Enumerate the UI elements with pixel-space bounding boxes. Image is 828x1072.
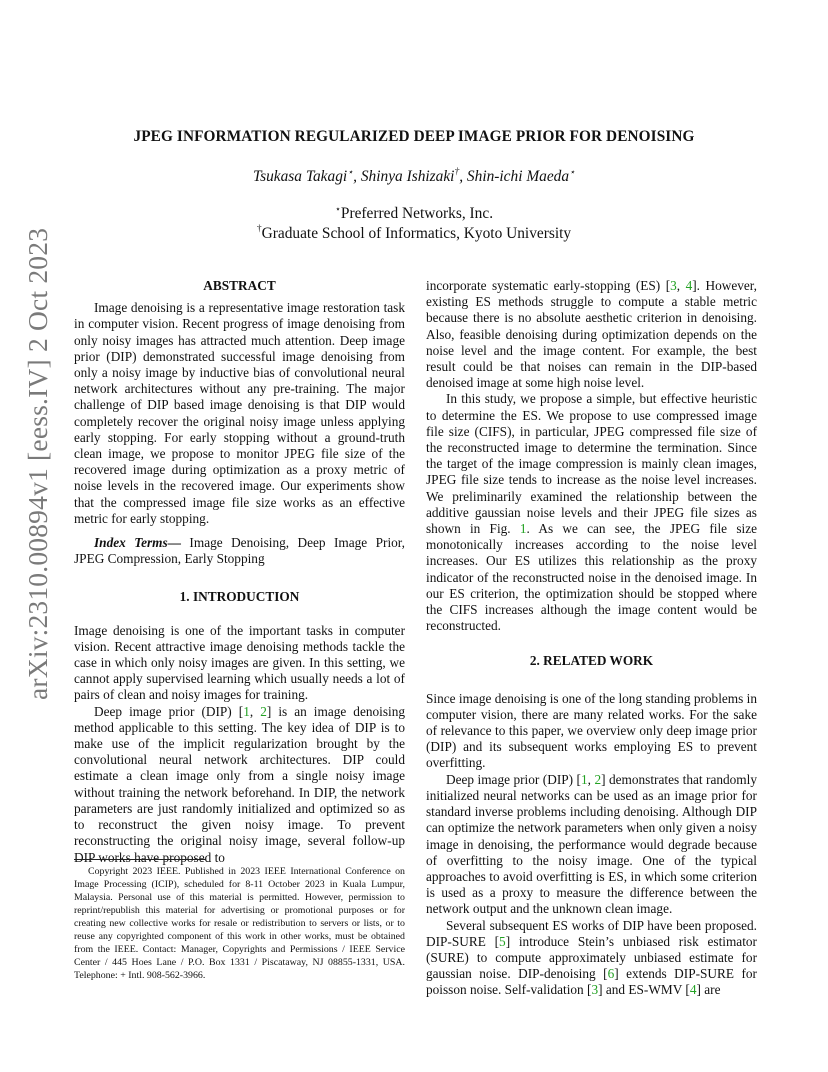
paragraph-text: , [676,278,686,293]
paragraph-text: , [587,771,595,787]
author-name: Tsukasa Takagi [252,168,348,185]
right-column [426,278,757,999]
citation-link[interactable]: 4 [689,982,697,998]
index-terms-list: Image Denoising, Deep Image Prior, JPEG Compression, Early Stopping [74,535,406,567]
paragraph-text: ]. However, existing ES methods struggle to compute a stable metric because there is no absolute aesthetic criterion in denoising. Also, feasible denoising during optimization depends on the noise level and the image content. For example, the best result could be that noises can remain in the DIP-based denoised image at some high noise level. [426,278,757,391]
paragraph-text: , [249,703,261,719]
footnote-rule [74,859,206,860]
citation-link[interactable]: 4 [685,278,693,293]
author-list [74,168,754,186]
paragraph-text: Deep image prior (DIP) [ [446,771,581,787]
figure-link[interactable]: 1 [519,521,527,537]
related-work-heading: 2. RELATED WORK [529,653,654,669]
paragraph-text: ] demonstrates that randomly initialized neural networks can be used as an image prior for standard inverse problems including denoising. Although DIP can optimize the network parameters when only given a noisy image in denoising, the performance would degrade because of overfitting to the noisy image. One of the typical approaches to avoid overfitting is ES, in which some criterion is used as a proxy to measure the difference between the network output and the unknown clean image. [426,771,757,917]
index-terms [74,535,405,567]
paragraph-text: ] extends DIP-SURE for poisson noise. Self-validation [ [426,966,757,998]
introduction-paragraph-2 [74,704,405,866]
paragraph-text: ] introduce Stein’s unbiased risk estimator (SURE) to compute approximately unbiased estimate for gaussian noise. DIP-denoising [ [426,933,757,982]
paragraph-text: ] are [696,982,721,998]
related-work-paragraph-2 [426,772,757,918]
paragraph-text: incorporate systematic early-stopping (ES) [ [426,278,671,293]
paragraph-text: In this study, we propose a simple, but effective heuristic to determine the ES. We propose to use compressed image file size (CIFS), in particular, JPEG compressed file size of the reconstructed image to determine the termination. Since the target of the image compression is mainly clean images, JPEG file size tends to increase as the noise level increases. We preliminarily examined the relationship between the additive gaussian noise levels and their JPEG file sizes as shown in Fig. [426,391,757,537]
paragraph-text: Several subsequent ES works of DIP have been proposed. DIP-SURE [ [426,917,757,949]
author-name: Shinya Ishizaki [360,168,455,185]
left-column [74,278,405,866]
citation-link[interactable]: 3 [670,278,677,293]
affiliation-mark: ⋆ [347,168,354,178]
arxiv-identifier: arXiv:2310.00894v1 [eess.IV] 2 Oct 2023 [22,227,53,700]
affiliation-mark: ⋆ [569,168,576,178]
abstract-heading: ABSTRACT [203,278,276,293]
index-terms-label: Index Terms— [94,535,181,551]
paper-title: JPEG INFORMATION REGULARIZED DEEP IMAGE PRIOR FOR DENOISING [133,128,695,145]
paragraph-text: ] and ES-WMV [ [598,982,690,998]
affiliation-mark: † [454,167,460,177]
arxiv-sidebar [14,227,62,700]
affiliation-preferred-networks [74,205,754,223]
introduction-paragraph-4 [426,391,757,634]
related-work-paragraph-3 [426,918,757,999]
affiliation-mark: † [256,224,262,234]
author-separator: , [353,168,361,185]
citation-link[interactable]: 2 [260,703,267,719]
paragraph-text: ] is an image denoising method applicable to this setting. The key idea of DIP is to make use of the implicit regularization brought by the convolutional neural network architectures. DIP could estimate a clean image only from a single noisy image without training the network beforehand. In DIP, the network parameters are just randomly initialized and optimized so as to reconstruct the given noisy image. To prevent reconstructing the original noisy image, several follow-up DIP works have proposed to [74,703,406,865]
citation-link[interactable]: 2 [594,771,602,787]
citation-link[interactable]: 6 [607,966,615,982]
paragraph-text: Deep image prior (DIP) [ [94,703,244,719]
paragraph-text: . As we can see, the JPEG file size monotonically increases according to the noise level increases. Our ES utilizes this relationship as the proxy indicator of the reconstructed noise in the denoised image. In our ES criterion, the optimization should be stopped where the CIFS increases although the image content would be reconstructed. [426,521,757,634]
affiliation-mark: ⋆ [334,205,341,215]
introduction-paragraph-3 [426,278,757,391]
abstract-text: Image denoising is a representative image restoration task in computer vision. Recent progress of image denoising from only noisy images has attracted much attention. Deep image prior (DIP) demonstrated successful image denoising from only a noisy image by inductive bias of convolutional neural network architectures without any pre-training. The major challenge of DIP based image denoising is that DIP would completely recover the original noisy image unless applying early stopping. For early stopping without a ground-truth clean image, we propose to monitor JPEG file size of the recovered image during optimization as a proxy metric of noise levels in the recovered image. Our experiments show that the compressed image file size works as an effective metric for early stopping. [74,300,405,526]
related-work-paragraph-1: Since image denoising is one of the long standing problems in computer vision, there are many related works. For the sake of relevance to this paper, we overview only deep image prior (DIP) and its subsequent works employing ES to prevent overfitting. [426,690,757,771]
affiliation-name: Preferred Networks, Inc. [340,205,494,222]
affiliation-name: Graduate School of Informatics, Kyoto University [261,225,572,242]
introduction-paragraph-1: Image denoising is one of the important tasks in computer vision. Recent attractive image denoising methods tackle the case in which only noisy images are given. In this setting, we cannot apply supervised learning which usually needs a lot of pairs of clean and noisy images for training. [74,622,405,703]
introduction-heading: 1. INTRODUCTION [179,589,300,605]
copyright-footnote: Copyright 2023 IEEE. Published in 2023 IEEE International Conference on Image Processing (ICIP), scheduled for 8-11 October 2023 in Kuala Lumpur, Malaysia. Personal use of this material is permitted. However, permission to reprint/republish this material for advertising or promotional purposes or for creating new collective works for resale or redistribution to servers or lists, or to reuse any copyrighted component of this work in other works, must be obtained from the IEEE. Contact: Manager, Copyrights and Permissions / IEEE Service Center / 445 Hoes Lane / P.O. Box 1331 / Piscataway, NJ 08855-1331, USA. Telephone: + Intl. 908-562-3966. [74,866,405,981]
citation-link[interactable]: 3 [591,982,599,998]
affiliation-kyoto-university [74,225,754,243]
citation-link[interactable]: 1 [243,703,250,719]
citation-link[interactable]: 1 [580,771,588,787]
citation-link[interactable]: 5 [499,933,506,949]
author-separator: , [459,168,467,185]
author-name: Shin-ichi Maeda [466,168,570,185]
